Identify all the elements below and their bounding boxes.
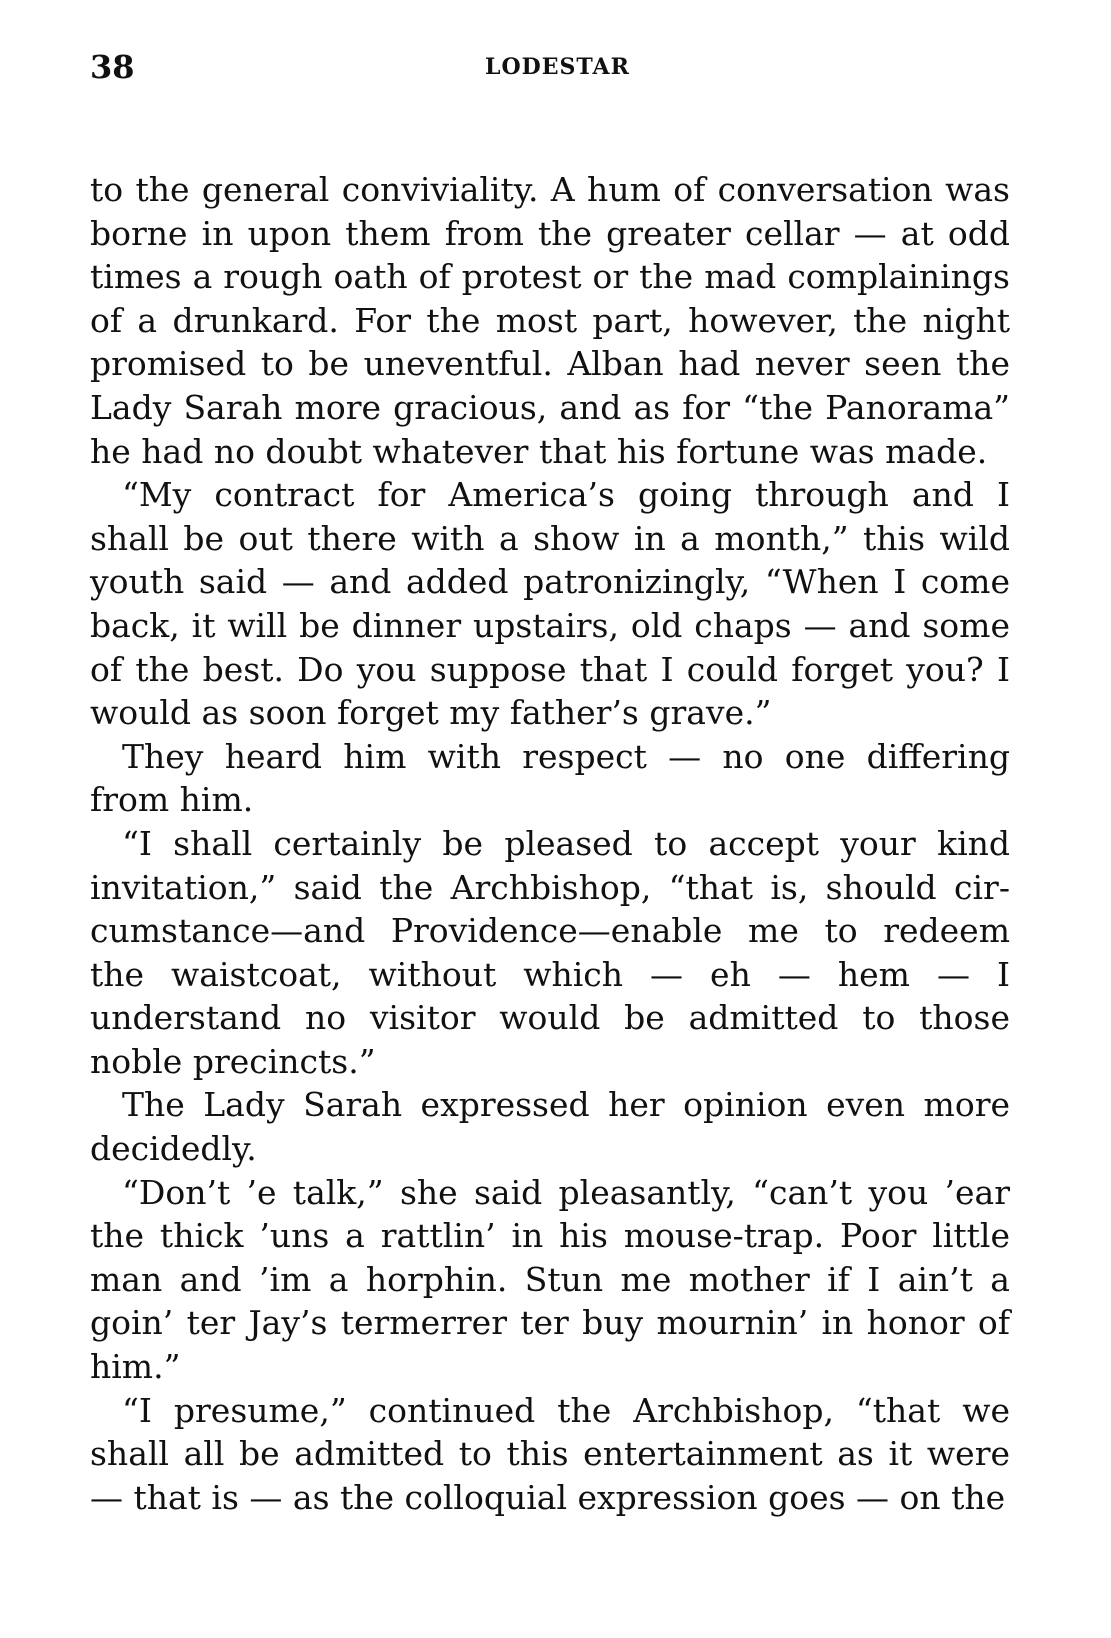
paragraph: “I shall certainly be pleased to accept your kind invitation,” said the Archbishop, “that is, should circumstance—and Providence—enable me to redeem the waistcoat, without which — eh — hem — I understand no visitor would be admitted to those noble precincts.”: [90, 823, 1010, 1081]
paragraph: The Lady Sarah expressed her opinion even more decidedly.: [90, 1085, 1010, 1169]
page-number: 38: [90, 48, 135, 86]
body-text: [90, 168, 1010, 1519]
paragraph: “Don’t ’e talk,” she said pleasantly, “can’t you ’ear the thick ’uns a rattlin’ in his mouse-trap. Poor little man and ’im a horphin. Stun me mother if I ain’t a goin’ ter Jay’s termerrer ter buy mournin’ in honor of him.”: [90, 1172, 1010, 1387]
page-header: [90, 48, 1010, 98]
running-title: LODESTAR: [485, 54, 630, 80]
book-page: [90, 48, 1010, 1519]
paragraph: “I presume,” continued the Archbishop, “that we shall all be admitted to this entertainment as it were — that is — as the colloquial expression goes — on the: [90, 1390, 1010, 1517]
paragraph: to the general conviviality. A hum of conversation was borne in upon them from the greater cellar — at odd times a rough oath of protest or the mad complainings of a drunkard. For the most part, however, the night promised to be uneventful. Alban had never seen the Lady Sarah more gracious, and as for “the Panorama” he had no doubt whatever that his fortune was made.: [90, 170, 1010, 471]
paragraph: “My contract for America’s going through and I shall be out there with a show in a month,” this wild youth said — and added patronizingly, “When I come back, it will be dinner upstairs, old chaps — and some of the best. Do you suppose that I could forget you? I would as soon forget my father’s grave.”: [90, 475, 1010, 733]
paragraph: They heard him with respect — no one differing from him.: [90, 736, 1010, 820]
